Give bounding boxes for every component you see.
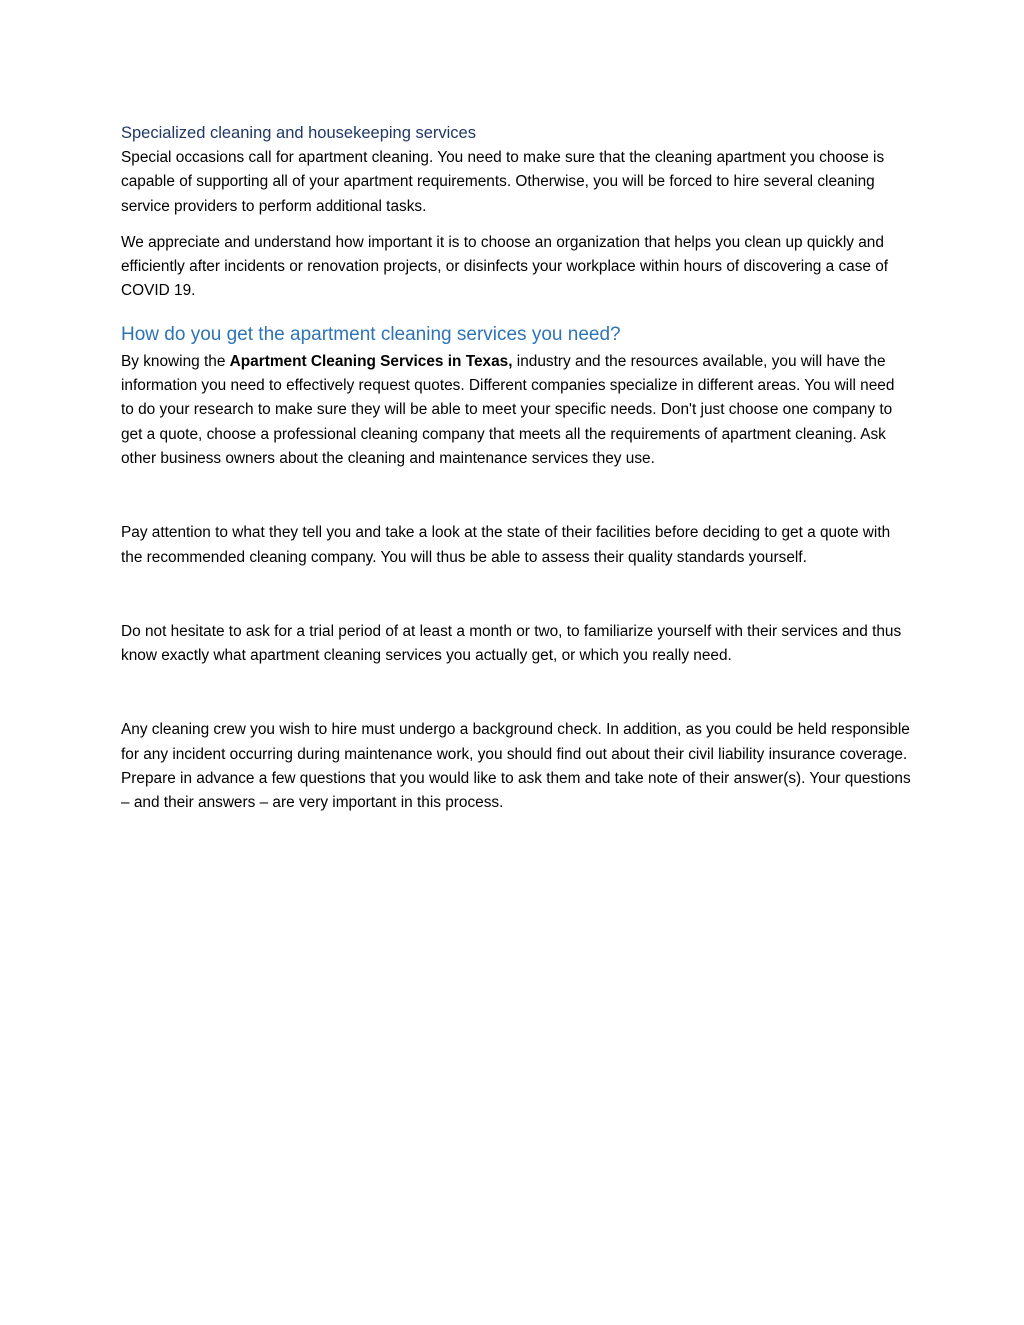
section-heading-how-to-get-services: How do you get the apartment cleaning services you need? — [121, 323, 621, 345]
intro-suffix-text: industry and the resources available, you will have the information you need to effectively request quotes. Different companies specialize in different areas. You will need to do your research to make sure they will be able to meet your specific needs. Don't just choose one company to get a quote, choose a professional cleaning company that meets all the requirements of apartment cleaning. Ask other business owners about the cleaning and maintenance services they use. — [121, 352, 895, 467]
paragraph-we-appreciate: We appreciate and understand how important it is to choose an organization that helps you clean up quickly and efficiently after incidents or renovation projects, or disinfects your workplace within hours of discovering a case of COVID 19. — [121, 233, 889, 300]
paragraph-background-check: Any cleaning crew you wish to hire must undergo a background check. In addition, as you could be held responsible for any incident occurring during maintenance work, you should find out about their civil liability insurance coverage. Prepare in advance a few questions that you would like to ask them and take note of their answer(s). Your questions – and their answers – are very important in this process. — [121, 721, 911, 812]
paragraph-trial-period: Do not hesitate to ask for a trial period of at least a month or two, to familiarize yourself with their services and thus know exactly what apartment cleaning services you actually get, or which you really need. — [121, 622, 902, 665]
section-heading-specialized-cleaning: Specialized cleaning and housekeeping services — [121, 124, 476, 142]
intro-prefix-text: By knowing the — [121, 352, 230, 370]
paragraph-by-knowing — [121, 350, 911, 471]
intro-bold-keyword: Apartment Cleaning Services in Texas, — [229, 352, 513, 370]
paragraph-pay-attention: Pay attention to what they tell you and take a look at the state of their facilities before deciding to get a quote with the recommended cleaning company. You will thus be able to assess their quality standards yourself. — [121, 524, 891, 566]
paragraph-special-occasions: Special occasions call for apartment cleaning. You need to make sure that the cleaning apartment you choose is capable of supporting all of your apartment requirements. Otherwise, you will be forced to hire several cleaning service providers to perform additional tasks. — [121, 149, 885, 215]
document-body — [121, 122, 911, 816]
